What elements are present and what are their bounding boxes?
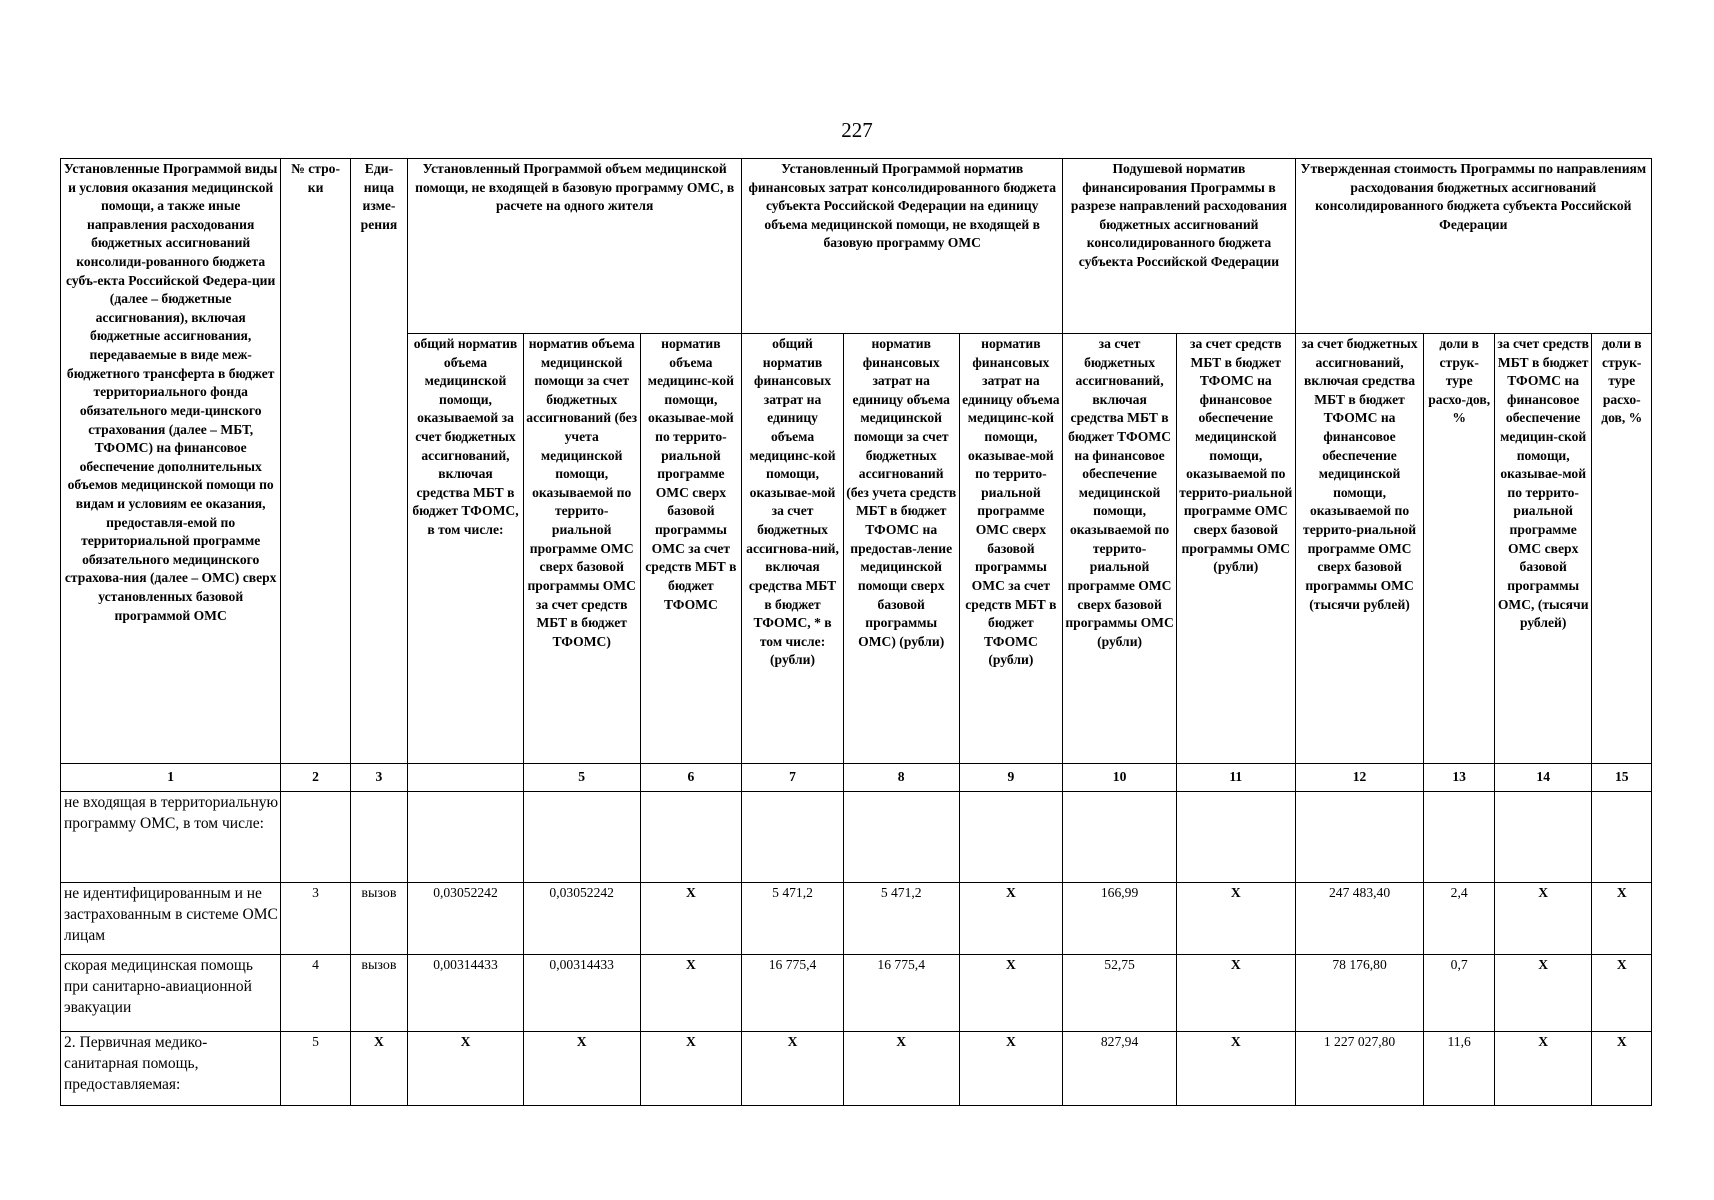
row-label: не идентифицированным и не застрахованным в системе ОМС лицам <box>61 883 281 955</box>
column-number: 11 <box>1176 764 1295 792</box>
table-cell: X <box>1176 955 1295 1032</box>
column-number: 2 <box>281 764 350 792</box>
row-label: не входящая в территориальную программу ОМС, в том числе: <box>61 792 281 883</box>
table-cell: 5 <box>281 1032 350 1106</box>
header-sub8: норматив финансовых затрат на единицу объема медицинской помощи за счет бюджетных ассигнований (без учета средств МБТ в бюджет ТФОМС на предостав-ление медицинской помощи сверх базовой программы ОМС) (рубли) <box>843 334 959 764</box>
header-sub4: общий норматив объема медицинской помощи, оказываемой за счет бюджетных ассигнований, включая средства МБТ в бюджет ТФОМС, в том числе: <box>408 334 524 764</box>
header-sub5: норматив объема медицинской помощи за счет бюджетных ассигнований (без учета медицинской помощи, оказываемой по террито-риальной программе ОМС сверх базовой программы ОМС за счет средств МБТ в бюджет ТФОМС) <box>523 334 640 764</box>
header-col1: Установленные Программой виды и условия оказания медицинской помощи, а также иные направления расходования бюджетных ассигнований консолиди-рованного бюджета субъ-екта Российской Федера-ции (далее – бюджетные ассигнования), включая бюджетные ассигнования, передаваемые в виде меж-бюджетного трансферта в бюджет территориального фонда обязательного меди-цинского страхования (далее – МБТ, ТФОМС) на финансовое обеспечение дополнительных объемов медицинской помощи по видам и условиям ее оказания, предоставля-емой по территориальной программе обязательного медицинского страхова-ния (далее – ОМС) сверх установленных базовой программой ОМС <box>61 159 281 764</box>
table-cell: 0,7 <box>1424 955 1494 1032</box>
column-number: 6 <box>640 764 742 792</box>
header-sub6: норматив объема медицинс-кой помощи, оказывае-мой по террито-риальной программе ОМС сверх базовой программы ОМС за счет средств МБТ в бюджет ТФОМС <box>640 334 742 764</box>
column-number <box>408 764 524 792</box>
column-number: 5 <box>523 764 640 792</box>
table-cell <box>843 792 959 883</box>
table-cell: X <box>408 1032 524 1106</box>
table-cell: 1 227 027,80 <box>1295 1032 1424 1106</box>
header-sub12: за счет бюджетных ассигнований, включая средства МБТ в бюджет ТФОМС на финансовое обеспечение медицинской помощи, оказываемой по террито-риальной программе ОМС сверх базовой программы ОМС (тысячи рублей) <box>1295 334 1424 764</box>
table-cell: 52,75 <box>1063 955 1177 1032</box>
column-number: 10 <box>1063 764 1177 792</box>
table-row <box>61 955 1652 1032</box>
header-sub14: за счет средств МБТ в бюджет ТФОМС на финансовое обеспечение медицин-ской помощи, оказывае-мой по террито-риальной программе ОМС сверх базовой программы ОМС, (тысячи рублей) <box>1494 334 1592 764</box>
table-cell: 247 483,40 <box>1295 883 1424 955</box>
table-row <box>61 1032 1652 1106</box>
table-cell: 0,03052242 <box>523 883 640 955</box>
table-cell: X <box>843 1032 959 1106</box>
header-group-norm: Установленный Программой норматив финансовых затрат консолидированного бюджета субъекта Российской Федерации на единицу объема медицинской помощи, не входящей в базовую программу ОМС <box>742 159 1063 334</box>
table-cell <box>281 792 350 883</box>
table-cell: X <box>1176 883 1295 955</box>
table-cell <box>1176 792 1295 883</box>
table-cell: X <box>350 1032 407 1106</box>
table-cell: X <box>1494 955 1592 1032</box>
table-cell <box>1494 792 1592 883</box>
column-number: 15 <box>1592 764 1652 792</box>
table-cell: 5 471,2 <box>742 883 844 955</box>
column-number: 7 <box>742 764 844 792</box>
page-number: 227 <box>841 118 873 142</box>
header-sub9: норматив финансовых затрат на единицу объема медицинс-кой помощи, оказывае-мой по террито-риальной программе ОМС сверх базовой программы ОМС за счет средств МБТ в бюджет ТФОМС (рубли) <box>959 334 1063 764</box>
header-sub7: общий норматив финансовых затрат на единицу объема медицинс-кой помощи, оказывае-мой за счет бюджетных ассигнова-ний, включая средства МБТ в бюджет ТФОМС, * в том числе: (рубли) <box>742 334 844 764</box>
column-number: 12 <box>1295 764 1424 792</box>
table-cell: вызов <box>350 883 407 955</box>
table-cell: 4 <box>281 955 350 1032</box>
row-label: скорая медицинская помощь при санитарно-авиационной эвакуации <box>61 955 281 1032</box>
table-cell: X <box>1592 1032 1652 1106</box>
table-cell: X <box>1494 1032 1592 1106</box>
table-cell: 827,94 <box>1063 1032 1177 1106</box>
table-cell <box>408 792 524 883</box>
table-cell <box>742 792 844 883</box>
table-cell: X <box>523 1032 640 1106</box>
table-cell: 0,00314433 <box>408 955 524 1032</box>
column-number: 1 <box>61 764 281 792</box>
column-number: 9 <box>959 764 1063 792</box>
header-group-volume: Установленный Программой объем медицинской помощи, не входящей в базовую программу ОМС, в расчете на одного жителя <box>408 159 742 334</box>
table-cell: 2,4 <box>1424 883 1494 955</box>
table-cell: вызов <box>350 955 407 1032</box>
header-col2: № стро-ки <box>281 159 350 764</box>
financing-table <box>60 158 1652 1106</box>
table-cell <box>523 792 640 883</box>
table-cell: 11,6 <box>1424 1032 1494 1106</box>
table-cell: X <box>640 883 742 955</box>
table-cell <box>350 792 407 883</box>
table-cell: X <box>1176 1032 1295 1106</box>
column-number: 14 <box>1494 764 1592 792</box>
table-cell: X <box>640 955 742 1032</box>
column-number-row <box>61 764 1652 792</box>
table-cell: X <box>1494 883 1592 955</box>
table-cell: 78 176,80 <box>1295 955 1424 1032</box>
table-cell: 166,99 <box>1063 883 1177 955</box>
header-group-cost: Утвержденная стоимость Программы по направлениям расходования бюджетных ассигнований консолидированного бюджета субъекта Российской Федерации <box>1295 159 1651 334</box>
table-cell <box>1295 792 1424 883</box>
table-cell: X <box>742 1032 844 1106</box>
table-cell: X <box>959 883 1063 955</box>
table-cell: X <box>959 1032 1063 1106</box>
table-cell: 3 <box>281 883 350 955</box>
table-cell <box>1424 792 1494 883</box>
table-cell: 5 471,2 <box>843 883 959 955</box>
header-row-groups <box>61 159 1652 334</box>
table-row <box>61 792 1652 883</box>
table-cell: X <box>1592 883 1652 955</box>
column-number: 13 <box>1424 764 1494 792</box>
header-col3: Еди-ница изме-рения <box>350 159 407 764</box>
header-sub11: за счет средств МБТ в бюджет ТФОМС на финансовое обеспечение медицинской помощи, оказываемой по террито-риальной программе ОМС сверх базовой программы ОМС (рубли) <box>1176 334 1295 764</box>
table-cell: X <box>1592 955 1652 1032</box>
table-cell: X <box>640 1032 742 1106</box>
table-cell: 16 775,4 <box>843 955 959 1032</box>
table-cell <box>640 792 742 883</box>
table-cell <box>959 792 1063 883</box>
table-cell <box>1063 792 1177 883</box>
column-number: 8 <box>843 764 959 792</box>
column-number: 3 <box>350 764 407 792</box>
table-cell: 0,00314433 <box>523 955 640 1032</box>
header-sub13: доли в струк-туре расхо-дов, % <box>1424 334 1494 764</box>
header-sub10: за счет бюджетных ассигнований, включая средства МБТ в бюджет ТФОМС на финансовое обеспечение медицинской помощи, оказываемой по террито-риальной программе ОМС сверх базовой программы ОМС (рубли) <box>1063 334 1177 764</box>
table-cell <box>1592 792 1652 883</box>
header-sub15: доли в струк-туре расхо-дов, % <box>1592 334 1652 764</box>
row-label: 2. Первичная медико-санитарная помощь, предоставляемая: <box>61 1032 281 1106</box>
table-cell: 0,03052242 <box>408 883 524 955</box>
table-row <box>61 883 1652 955</box>
header-group-percapita: Подушевой норматив финансирования Программы в разрезе направлений расходования бюджетных ассигнований консолидированного бюджета субъекта Российской Федерации <box>1063 159 1295 334</box>
table-cell: 16 775,4 <box>742 955 844 1032</box>
table-cell: X <box>959 955 1063 1032</box>
